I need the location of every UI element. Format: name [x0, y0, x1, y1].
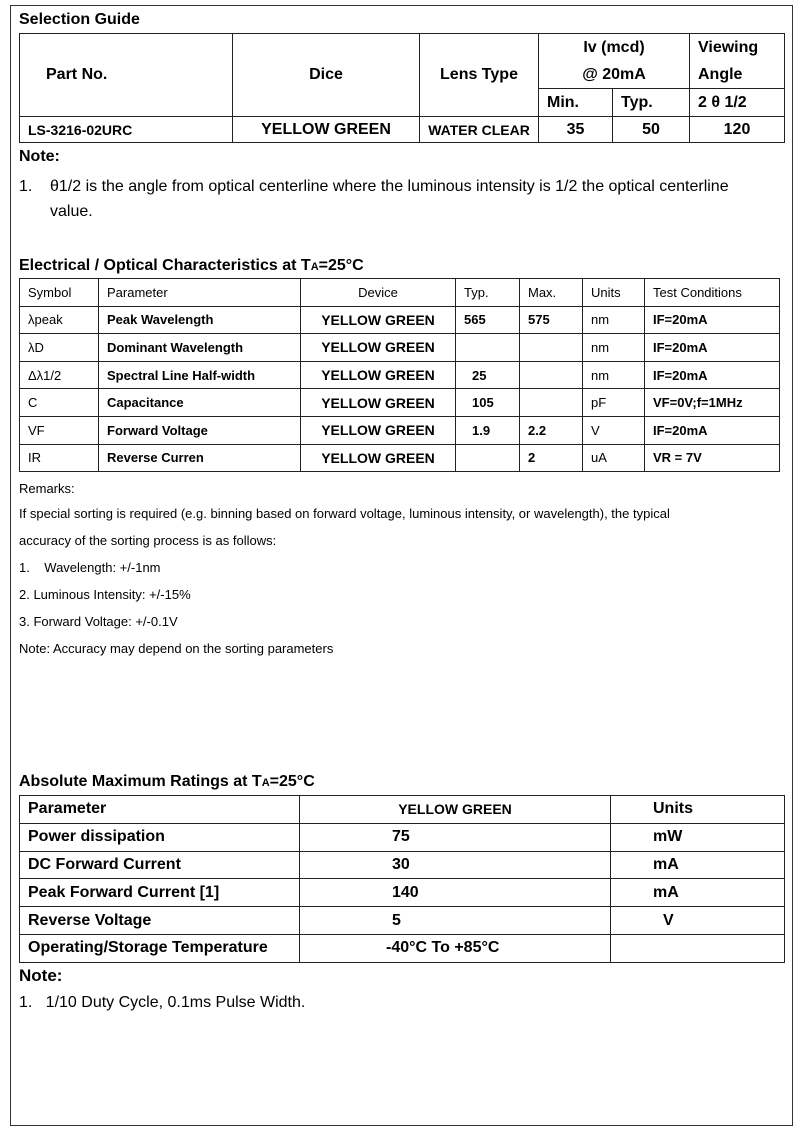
eo-cell-parameter: Dominant Wavelength: [99, 334, 301, 362]
iv-condition: @ 20mA: [582, 66, 646, 83]
amr-cell-parameter: Operating/Storage Temperature: [20, 934, 300, 962]
amr-cell-units: mA: [611, 851, 785, 879]
amr-table-row: [20, 823, 785, 851]
selection-guide-table: [19, 33, 785, 143]
remarks-line: 2. Luminous Intensity: +/-15%: [19, 587, 191, 602]
eo-cell-symbol: λpeak: [20, 306, 99, 334]
eo-cell-test-conditions: VF=0V;f=1MHz: [645, 389, 780, 417]
amr-cell-parameter: DC Forward Current: [20, 851, 300, 879]
eo-cell-units: pF: [583, 389, 645, 417]
amr-cell-value: 30: [300, 851, 611, 879]
header-typ: Typ.: [613, 89, 690, 117]
amr-cell-value: 140: [300, 879, 611, 907]
eo-table-row: [20, 361, 780, 389]
cell-min: 35: [539, 117, 613, 143]
eo-cell-max: 2: [520, 444, 583, 472]
eo-header: Symbol: [20, 279, 99, 307]
header-lens-type: Lens Type: [420, 34, 539, 117]
header-viewing-angle: [690, 34, 785, 89]
header-part-no: Part No.: [20, 34, 233, 117]
eo-cell-typ: 105: [456, 389, 520, 417]
eo-cell-parameter: Peak Wavelength: [99, 306, 301, 334]
amr-cell-parameter: Peak Forward Current [1]: [20, 879, 300, 907]
eo-table-row: [20, 444, 780, 472]
eo-cell-max: 2.2: [520, 416, 583, 444]
eo-cell-symbol: C: [20, 389, 99, 417]
eo-cell-max: [520, 361, 583, 389]
cell-dice: YELLOW GREEN: [233, 117, 420, 143]
eo-title: Electrical / Optical Characteristics at TA=25°C: [19, 257, 364, 274]
eo-table-row: [20, 389, 780, 417]
eo-cell-device: YELLOW GREEN: [301, 361, 456, 389]
amr-cell-value: 5: [300, 907, 611, 935]
eo-header: Max.: [520, 279, 583, 307]
eo-cell-device: YELLOW GREEN: [301, 416, 456, 444]
eo-cell-test-conditions: IF=20mA: [645, 334, 780, 362]
eo-header: Units: [583, 279, 645, 307]
eo-cell-units: nm: [583, 306, 645, 334]
amr-cell-units: mA: [611, 879, 785, 907]
header-iv: [539, 34, 690, 89]
eo-table-row: [20, 416, 780, 444]
eo-cell-test-conditions: IF=20mA: [645, 416, 780, 444]
remarks-line: If special sorting is required (e.g. binning based on forward voltage, luminous intensity, or wavelength), the typical: [19, 506, 670, 521]
eo-cell-device: YELLOW GREEN: [301, 306, 456, 334]
note-number: 1.: [19, 178, 33, 195]
eo-header: Device: [301, 279, 456, 307]
remarks-line: 1. Wavelength: +/-1nm: [19, 560, 161, 575]
eo-cell-max: [520, 389, 583, 417]
amr-cell-value: 75: [300, 823, 611, 851]
eo-cell-device: YELLOW GREEN: [301, 334, 456, 362]
remarks-line: 3. Forward Voltage: +/-0.1V: [19, 614, 178, 629]
eo-cell-typ: 25: [456, 361, 520, 389]
eo-table-row: [20, 306, 780, 334]
eo-cell-parameter: Reverse Curren: [99, 444, 301, 472]
remarks-label: Remarks:: [19, 481, 75, 496]
amr-cell-units: mW: [611, 823, 785, 851]
amr-note-label: Note:: [19, 966, 63, 985]
viewing-label: Viewing: [698, 39, 759, 56]
eo-cell-symbol: IR: [20, 444, 99, 472]
eo-cell-max: 575: [520, 306, 583, 334]
cell-angle: 120: [690, 117, 785, 143]
eo-cell-typ: 1.9: [456, 416, 520, 444]
eo-cell-units: uA: [583, 444, 645, 472]
eo-cell-typ: 565: [456, 306, 520, 334]
amr-title: Absolute Maximum Ratings at TA=25°C: [19, 773, 315, 790]
amr-cell-units: V: [611, 907, 785, 935]
eo-cell-units: nm: [583, 361, 645, 389]
angle-label: Angle: [698, 66, 743, 83]
eo-cell-typ: [456, 444, 520, 472]
note-text: θ1/2 is the angle from optical centerline where the luminous intensity is 1/2 the optical centerline: [50, 178, 729, 195]
eo-cell-units: nm: [583, 334, 645, 362]
eo-cell-parameter: Capacitance: [99, 389, 301, 417]
cell-lens-type: WATER CLEAR: [420, 117, 539, 143]
eo-cell-symbol: Δλ1/2: [20, 361, 99, 389]
amr-cell-units: [611, 934, 785, 962]
eo-cell-units: V: [583, 416, 645, 444]
amr-cell-value: -40°C To +85°C: [300, 934, 611, 962]
eo-cell-device: YELLOW GREEN: [301, 444, 456, 472]
amr-table-row: [20, 934, 785, 962]
note-text-cont: value.: [50, 203, 93, 220]
amr-note-text: 1. 1/10 Duty Cycle, 0.1ms Pulse Width.: [19, 994, 306, 1011]
eo-header: Typ.: [456, 279, 520, 307]
cell-typ: 50: [613, 117, 690, 143]
eo-cell-max: [520, 334, 583, 362]
selection-guide-title: Selection Guide: [19, 11, 140, 28]
amr-header: Units: [611, 796, 785, 824]
eo-cell-test-conditions: IF=20mA: [645, 306, 780, 334]
header-theta: 2 θ 1/2: [690, 89, 785, 117]
eo-header: Parameter: [99, 279, 301, 307]
amr-header: Parameter: [20, 796, 300, 824]
amr-table-row: [20, 879, 785, 907]
amr-header: YELLOW GREEN: [300, 796, 611, 824]
header-min: Min.: [539, 89, 613, 117]
header-dice: Dice: [233, 34, 420, 117]
eo-header: Test Conditions: [645, 279, 780, 307]
amr-table-row: [20, 851, 785, 879]
eo-table-row: [20, 334, 780, 362]
amr-table: [19, 795, 785, 963]
eo-table: [19, 278, 780, 472]
cell-part-no: LS-3216-02URC: [20, 117, 233, 143]
remarks-line: accuracy of the sorting process is as follows:: [19, 533, 277, 548]
amr-table-row: [20, 907, 785, 935]
eo-cell-device: YELLOW GREEN: [301, 389, 456, 417]
eo-cell-test-conditions: IF=20mA: [645, 361, 780, 389]
eo-cell-symbol: VF: [20, 416, 99, 444]
iv-label: Iv (mcd): [583, 39, 645, 56]
eo-cell-parameter: Spectral Line Half-width: [99, 361, 301, 389]
amr-cell-parameter: Power dissipation: [20, 823, 300, 851]
eo-cell-parameter: Forward Voltage: [99, 416, 301, 444]
amr-cell-parameter: Reverse Voltage: [20, 907, 300, 935]
remarks-line: Note: Accuracy may depend on the sorting parameters: [19, 641, 334, 656]
eo-cell-test-conditions: VR = 7V: [645, 444, 780, 472]
note-label: Note:: [19, 148, 60, 165]
eo-cell-symbol: λD: [20, 334, 99, 362]
eo-cell-typ: [456, 334, 520, 362]
